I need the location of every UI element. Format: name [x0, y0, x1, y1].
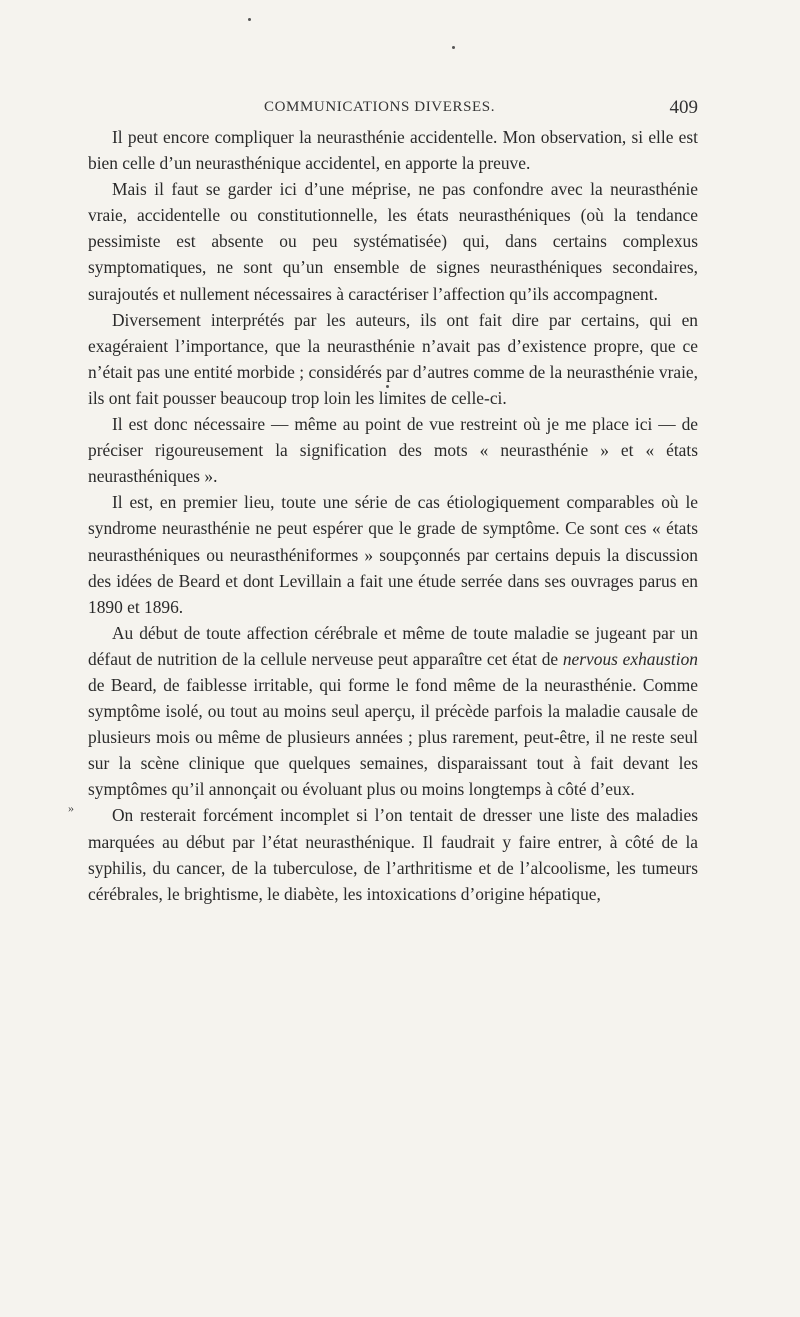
paragraph: Mais il faut se garder ici d’une méprise, ne pas confondre avec la neurasthénie vraie, accidentelle ou constitutionnelle, les états neurasthéniques (où la tendance pessimiste est absente ou peu systématisée) qui, dans certains complexus symptomatiques, ne sont qu’un ensemble de signes neurasthéniques secondaires, surajoutés et nullement nécessaires à caractériser l’affection qu’ils accompagnent.: [88, 179, 698, 304]
page-header: [88, 97, 698, 121]
speck: [452, 46, 455, 49]
paragraph: [88, 620, 698, 803]
marginal-mark: »: [68, 801, 74, 815]
page-number: 409: [669, 97, 698, 118]
speck: [248, 18, 251, 21]
running-head: COMMUNICATIONS DIVERSES.: [264, 99, 496, 115]
paragraph: Il peut encore compliquer la neurasthénie accidentelle. Mon observation, si elle est bien celle d’un neurasthénique accidentel, en apporte la preuve.: [88, 127, 698, 174]
paragraph-text: de Beard, de faiblesse irritable, qui forme le fond même de la neurasthénie. Comme symptôme isolé, ou tout au moins seul aperçu, il précède parfois la maladie causale de plusieurs mois ou même de plusieurs années ; plus rarement, peut-être, il ne reste seul sur la scène clinique que quelques semaines, disparaissant tout à fait devant les symptômes qu’il annonçait ou évoluant plus ou moins longtemps à côté d’eux.: [88, 674, 698, 800]
paragraph-text: Au début de toute affection cérébrale et même de toute maladie se jugeant par un défaut de nutrition de la cellule nerveuse peut apparaître cet état de: [88, 622, 698, 669]
paragraph: Diversement interprétés par les auteurs, ils ont fait dire par certains, qui en exagéraient l’importance, que la neurasthénie n’avait pas d’existence propre, que ce n’était pas une entité morbide ; considérés par d’autres comme de la neurasthénie vraie, ils ont fait pousser beaucoup trop loin les limites de celle-ci.: [88, 309, 698, 408]
body-text: [88, 124, 698, 907]
paragraph: On resterait forcément incomplet si l’on tentait de dresser une liste des maladies marquées au début par l’état neurasthénique. Il faudrait y faire entrer, à côté de la syphilis, du cancer, de la tuberculose, de l’arthritisme et de l’alcoolisme, les tumeurs cérébrales, le brightisme, le diabète, les intoxications d’origine hépatique,: [88, 805, 698, 904]
paragraph: Il est donc nécessaire — même au point de vue restreint où je me place ici — de préciser rigoureusement la signification des mots « neurasthénie » et « états neurasthéniques ».: [88, 414, 698, 487]
italic-term: nervous exhaustion: [562, 648, 698, 669]
paragraph: Il est, en premier lieu, toute une série de cas étiologiquement comparables où le syndrome neurasthénie ne peut espérer que le grade de symptôme. Ce sont ces « états neurasthéniques ou neurasthéniformes » soupçonnés par certains depuis la discussion des idées de Beard et dont Levillain a fait une étude serrée dans ses ouvrages parus en 1890 et 1896.: [88, 492, 698, 617]
